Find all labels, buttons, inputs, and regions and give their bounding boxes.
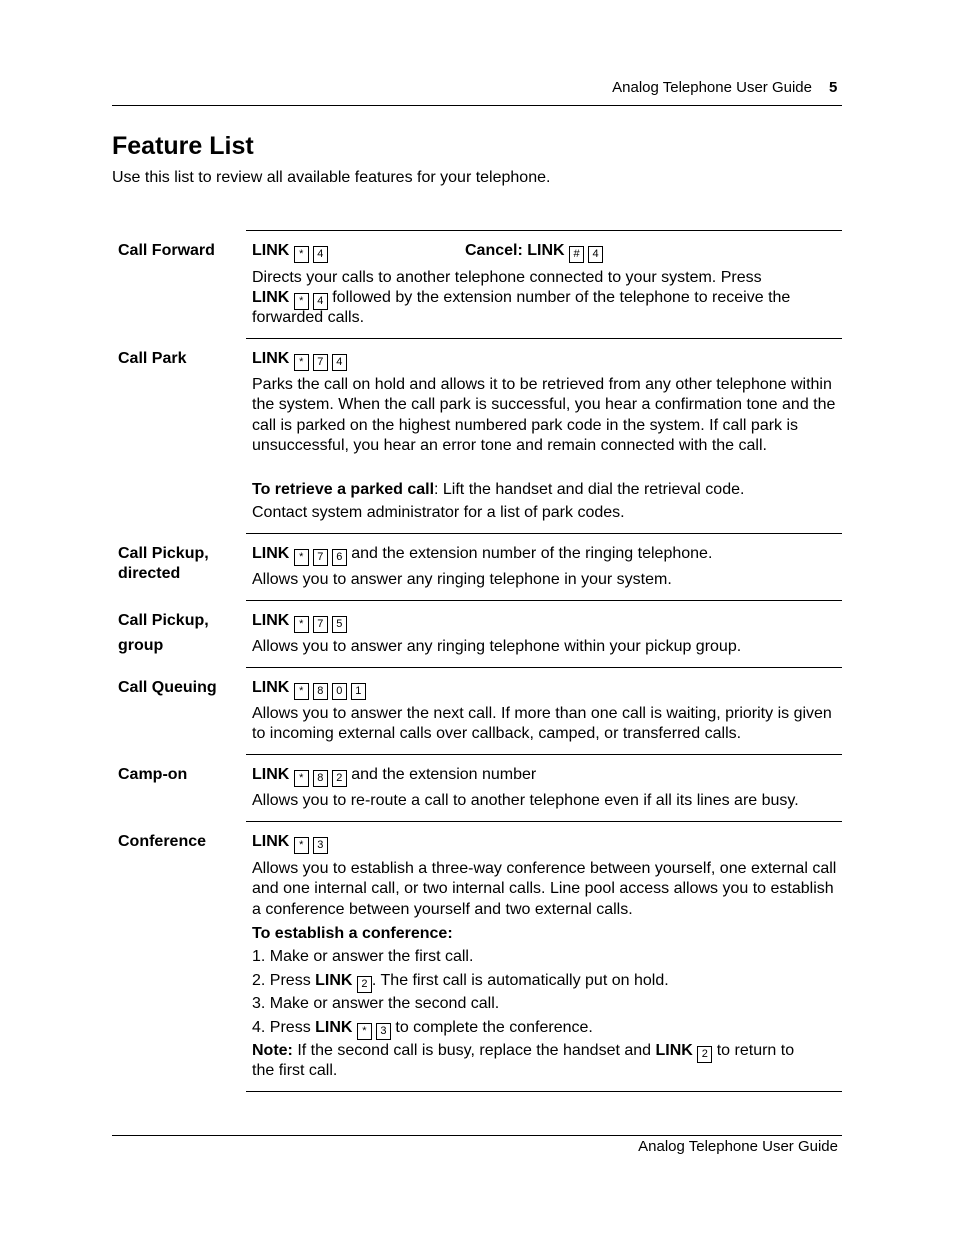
keypad-key: 7	[313, 549, 328, 566]
link-label: LINK	[252, 612, 290, 629]
link-label: LINK	[252, 766, 290, 783]
link-label: LINK	[315, 972, 353, 989]
feature-name: Call Forward	[118, 242, 215, 259]
footer-rule	[112, 1135, 842, 1136]
feature-code-row: LINK * 7 6 and the extension number of the ringing telephone.	[252, 544, 842, 566]
keypad-key: 2	[697, 1046, 712, 1063]
keypad-key: *	[294, 293, 309, 310]
feature-description: Allows you to re-route a call to another telephone even if all its lines are busy.	[252, 792, 799, 809]
keypad-key: 7	[313, 354, 328, 371]
keypad-key: 4	[588, 246, 603, 263]
feature-code-row: LINK * 8 2 and the extension number	[252, 765, 842, 787]
feature-description: forwarded calls.	[252, 309, 365, 326]
table-rule	[246, 338, 842, 339]
feature-name: Conference	[118, 833, 207, 850]
keypad-key: 4	[332, 354, 347, 371]
step-item: 1. Make or answer the first call.	[252, 948, 474, 965]
running-header-title: Analog Telephone User Guide	[612, 79, 812, 96]
keypad-key: *	[357, 1023, 372, 1040]
keypad-key: *	[294, 683, 309, 700]
keypad-key: *	[294, 246, 309, 263]
keypad-key: 3	[313, 837, 328, 854]
key-sequence	[294, 766, 347, 783]
table-rule	[246, 230, 842, 231]
keypad-key: 8	[313, 770, 328, 787]
table-rule	[246, 600, 842, 601]
link-label: LINK	[252, 242, 290, 259]
feature-name: Call Park	[118, 350, 187, 367]
retrieve-instruction: To retrieve a parked call: Lift the handset and dial the retrieval code.	[252, 481, 745, 498]
feature-description: Directs your calls to another telephone connected to your system. Press	[252, 269, 762, 286]
establish-heading: To establish a conference:	[252, 925, 453, 942]
table-rule	[246, 667, 842, 668]
feature-description: Allows you to answer any ringing telephone within your pickup group.	[252, 638, 742, 655]
feature-name: Call Pickup, group	[118, 612, 209, 654]
feature-code-row	[252, 832, 842, 854]
table-rule	[246, 533, 842, 534]
feature-name: Call Queuing	[118, 679, 217, 696]
feature-code-row	[252, 349, 842, 371]
keypad-key: 6	[332, 549, 347, 566]
feature-description: Allows you to answer the next call. If more than one call is waiting, priority is given to incoming external calls over callback, camped, or transferred calls.	[252, 705, 832, 743]
link-label: LINK	[315, 1019, 353, 1036]
keypad-key: 3	[376, 1023, 391, 1040]
feature-description: Allows you to establish a three-way conference between yourself, one external call and one internal call, or two internal calls. Line pool access allows you to establish a conference between yourself and two external calls.	[252, 860, 837, 918]
keypad-key: *	[294, 770, 309, 787]
keypad-key: 4	[313, 246, 328, 263]
keypad-key: 7	[313, 616, 328, 633]
header-rule	[112, 105, 842, 106]
feature-code-row	[252, 678, 842, 700]
key-sequence	[294, 612, 347, 629]
link-label: LINK	[252, 350, 290, 367]
keypad-key: #	[569, 246, 584, 263]
keypad-key: *	[294, 837, 309, 854]
keypad-key: *	[294, 354, 309, 371]
keypad-key: 0	[332, 683, 347, 700]
table-rule	[246, 754, 842, 755]
keypad-key: 8	[313, 683, 328, 700]
step-item: 3. Make or answer the second call.	[252, 995, 500, 1012]
keypad-key: 1	[351, 683, 366, 700]
feature-name: Call Pickup, directed	[118, 545, 209, 582]
keypad-key: 2	[332, 770, 347, 787]
link-label: LINK	[252, 289, 290, 306]
feature-description: LINK * 4 followed by the extension number of the telephone to receive the	[252, 288, 842, 310]
keypad-key: 2	[357, 976, 372, 993]
page-title: Feature List	[112, 132, 254, 160]
conference-note-continued: the first call.	[252, 1062, 338, 1079]
step-item: 4. Press LINK * 3 to complete the conference.	[252, 1018, 842, 1040]
key-sequence	[697, 1042, 712, 1059]
table-rule	[246, 821, 842, 822]
cancel-code-row	[465, 241, 835, 263]
cancel-label: Cancel: LINK	[465, 242, 565, 259]
key-sequence	[294, 350, 347, 367]
feature-name: Camp-on	[118, 766, 188, 783]
link-label: LINK	[252, 833, 290, 850]
step-item: 2. Press LINK 2 . The first call is automatically put on hold.	[252, 971, 842, 993]
key-sequence	[357, 1019, 391, 1036]
keypad-key: 4	[313, 293, 328, 310]
table-rule	[246, 1091, 842, 1092]
key-sequence	[294, 679, 366, 696]
key-sequence	[294, 545, 347, 562]
key-sequence	[569, 242, 603, 259]
feature-description: Parks the call on hold and allows it to be retrieved from any other telephone within the system. When the call park is successful, you hear a confirmation tone and the call is parked on the highest numbered park code in the system. If call park is unsuccessful, you hear an error tone and remain connected with the call.	[252, 376, 836, 454]
contact-note: Contact system administrator for a list of park codes.	[252, 504, 625, 521]
keypad-key: *	[294, 616, 309, 633]
running-footer-title: Analog Telephone User Guide	[638, 1138, 838, 1155]
key-sequence	[357, 972, 372, 989]
keypad-key: *	[294, 549, 309, 566]
link-label: LINK	[252, 545, 290, 562]
link-label: LINK	[252, 679, 290, 696]
conference-note: Note: If the second call is busy, replace the handset and LINK 2 to return to	[252, 1041, 842, 1063]
key-sequence	[294, 833, 328, 850]
feature-description: Allows you to answer any ringing telephone in your system.	[252, 571, 672, 588]
intro-text: Use this list to review all available features for your telephone.	[112, 169, 551, 186]
key-sequence	[294, 289, 328, 306]
link-label: LINK	[655, 1042, 693, 1059]
page-number: 5	[829, 79, 838, 96]
keypad-key: 5	[332, 616, 347, 633]
feature-code-row	[252, 611, 842, 633]
key-sequence	[294, 242, 328, 259]
